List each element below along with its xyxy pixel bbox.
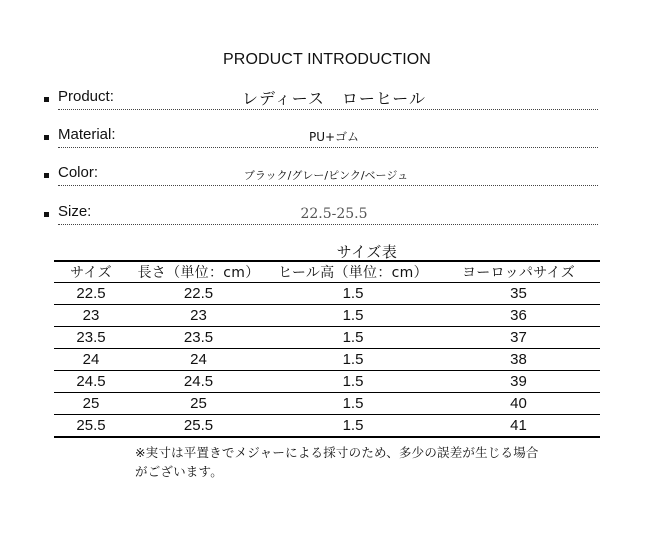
cell-eu-size: 39 [437, 371, 600, 393]
cell-heel-height: 1.5 [269, 283, 437, 305]
cell-heel-height: 1.5 [269, 393, 437, 415]
dotted-divider [58, 147, 598, 148]
cell-heel-height: 1.5 [269, 349, 437, 371]
cell-heel-height: 1.5 [269, 415, 437, 438]
spec-row-color [44, 162, 598, 186]
spec-label-material: Material: [58, 126, 116, 143]
table-row [54, 393, 600, 415]
spec-row-material [44, 124, 598, 148]
page-title: PRODUCT INTRODUCTION [223, 51, 431, 68]
size-table [54, 260, 600, 438]
cell-heel-height: 1.5 [269, 371, 437, 393]
spec-row-size [44, 201, 598, 225]
table-row [54, 349, 600, 371]
table-row [54, 327, 600, 349]
dotted-divider [58, 224, 598, 225]
cell-size: 25.5 [54, 415, 128, 438]
table-header-row [54, 261, 600, 283]
cell-length: 23.5 [128, 327, 269, 349]
spec-label-product: Product: [58, 88, 114, 105]
note-line: ※実寸は平置きでメジャーによる採寸のため、多少の誤差が生じる場合 [135, 445, 539, 460]
cell-heel-height: 1.5 [269, 305, 437, 327]
spec-value-size: 22.5-25.5 [300, 206, 368, 222]
column-header-length: 長さ（単位：cm） [128, 261, 269, 283]
spec-label-color: Color: [58, 164, 99, 181]
cell-size: 25 [54, 393, 128, 415]
spec-value-color: ブラック/グレー/ピンク/ベージュ [243, 169, 409, 182]
spec-value-material: PU+ゴム [308, 130, 360, 144]
spec-label-size: Size: [58, 203, 92, 220]
cell-size: 24 [54, 349, 128, 371]
cell-eu-size: 36 [437, 305, 600, 327]
cell-size: 23.5 [54, 327, 128, 349]
table-row [54, 283, 600, 305]
cell-length: 23 [128, 305, 269, 327]
cell-eu-size: 40 [437, 393, 600, 415]
table-row [54, 305, 600, 327]
cell-eu-size: 35 [437, 283, 600, 305]
cell-length: 24 [128, 349, 269, 371]
cell-length: 25 [128, 393, 269, 415]
column-header-heel-height: ヒール高（単位：cm） [269, 261, 437, 283]
column-header-size: サイズ [54, 261, 128, 283]
cell-eu-size: 37 [437, 327, 600, 349]
cell-heel-height: 1.5 [269, 327, 437, 349]
cell-size: 24.5 [54, 371, 128, 393]
table-row [54, 371, 600, 393]
column-header-eu-size: ヨーロッパサイズ [437, 261, 600, 283]
cell-size: 22.5 [54, 283, 128, 305]
cell-length: 24.5 [128, 371, 269, 393]
dotted-divider [58, 185, 598, 186]
measurement-note [135, 443, 605, 481]
spec-row-product [44, 86, 598, 110]
spec-value-product: レディース ローヒール [242, 89, 426, 108]
table-row [54, 415, 600, 438]
size-table-caption: サイズ表 [336, 243, 398, 261]
cell-eu-size: 41 [437, 415, 600, 438]
cell-size: 23 [54, 305, 128, 327]
cell-length: 25.5 [128, 415, 269, 438]
dotted-divider [58, 109, 598, 110]
cell-length: 22.5 [128, 283, 269, 305]
cell-eu-size: 38 [437, 349, 600, 371]
note-line: がございます。 [135, 464, 223, 479]
